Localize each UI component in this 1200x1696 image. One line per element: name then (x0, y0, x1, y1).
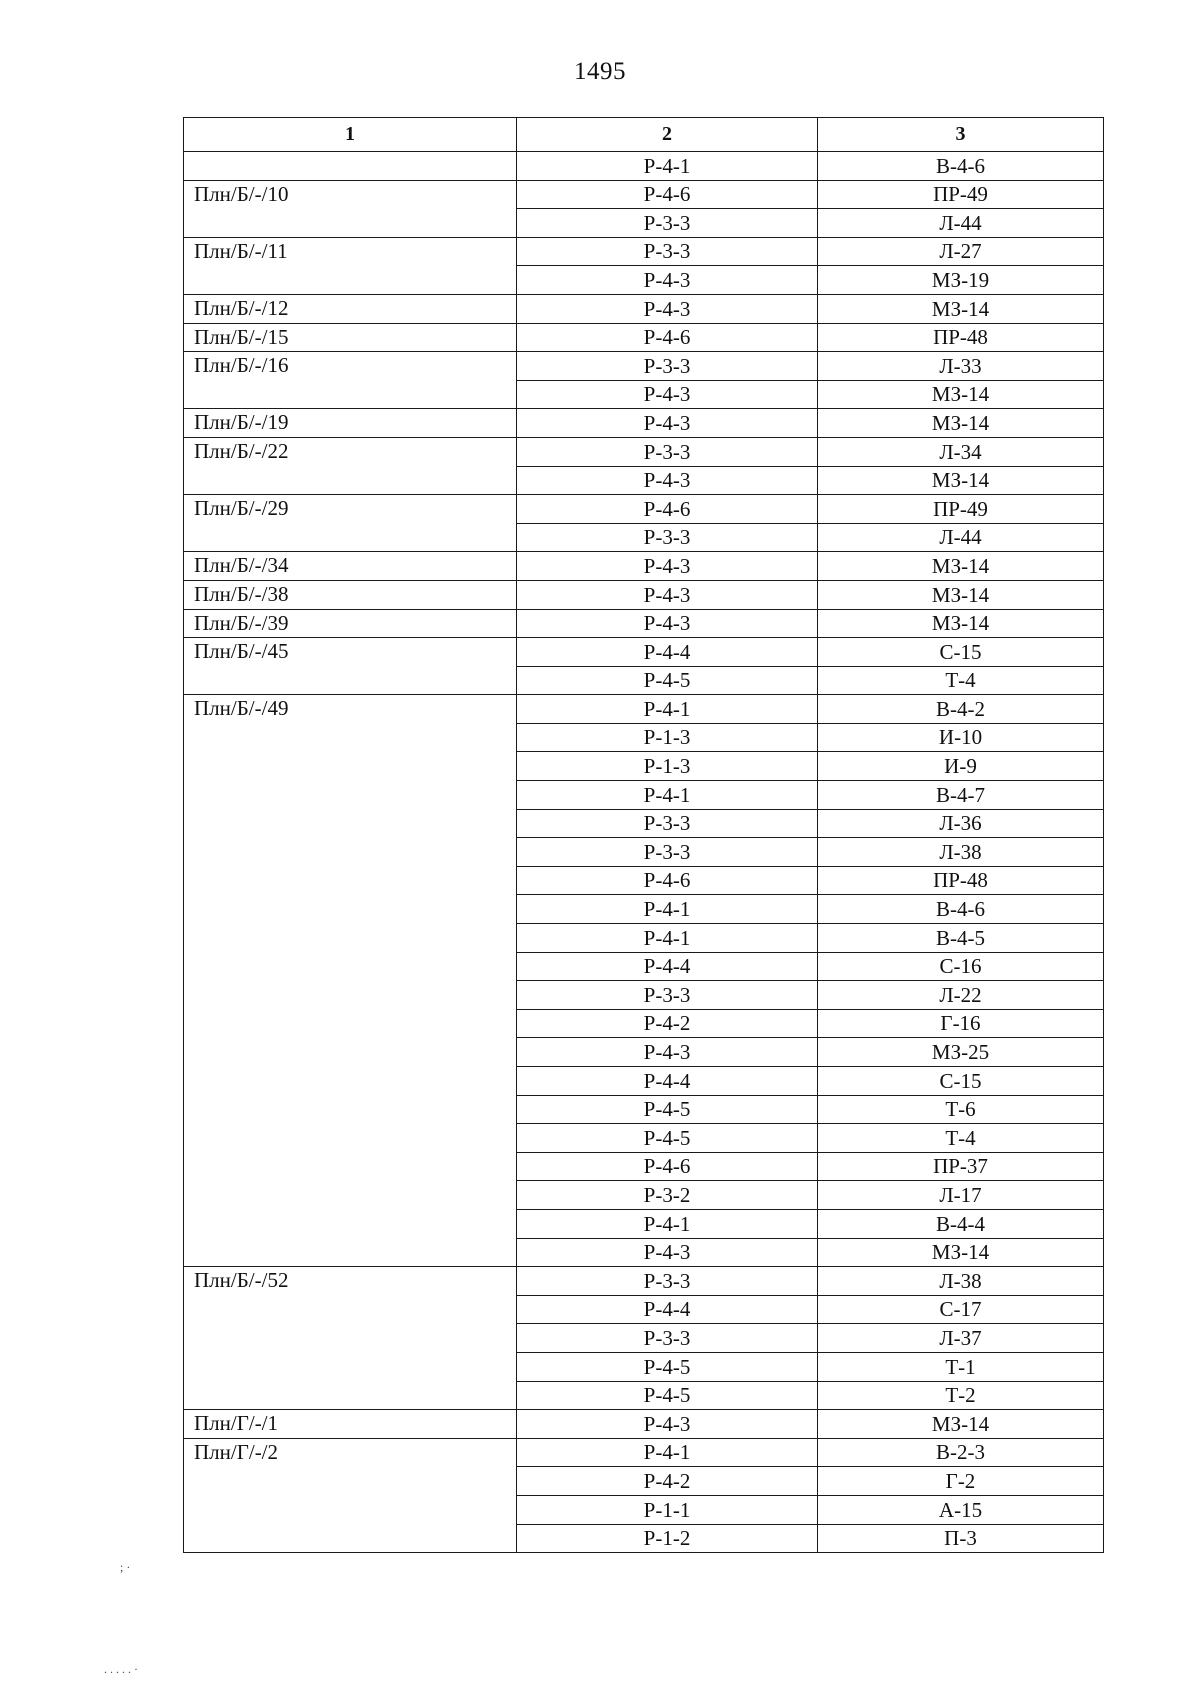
code-cell: Р-4-1 (517, 1209, 818, 1238)
table-row (184, 1410, 1104, 1439)
code-cell: Р-3-2 (517, 1181, 818, 1210)
value-cell: МЗ-14 (818, 380, 1104, 409)
code-cell: Р-3-3 (517, 809, 818, 838)
scan-speck: ; · (120, 1560, 131, 1574)
value-cell: В-2-3 (818, 1438, 1104, 1467)
value-cell: Т-4 (818, 666, 1104, 695)
code-cell: Р-1-3 (517, 752, 818, 781)
code-cell: Р-1-1 (517, 1495, 818, 1524)
value-cell: МЗ-14 (818, 1410, 1104, 1439)
code-cell: Р-4-3 (517, 409, 818, 438)
code-cell: Р-3-3 (517, 437, 818, 466)
column-header-3: 3 (818, 118, 1104, 152)
group-label-cell: Плн/Б/-/22 (184, 437, 517, 494)
code-cell: Р-4-4 (517, 1295, 818, 1324)
value-cell: В-4-6 (818, 152, 1104, 181)
value-cell: МЗ-14 (818, 552, 1104, 581)
value-cell: МЗ-14 (818, 580, 1104, 609)
code-cell: Р-4-3 (517, 1238, 818, 1267)
code-cell: Р-1-3 (517, 723, 818, 752)
code-cell: Р-4-3 (517, 1038, 818, 1067)
value-cell: ПР-48 (818, 323, 1104, 352)
value-cell: ПР-49 (818, 180, 1104, 209)
code-cell: Р-3-3 (517, 838, 818, 867)
code-cell: Р-4-3 (517, 466, 818, 495)
table-row (184, 437, 1104, 466)
value-cell: В-4-4 (818, 1209, 1104, 1238)
value-cell: Т-1 (818, 1352, 1104, 1381)
group-label-cell: Плн/Б/-/52 (184, 1267, 517, 1410)
group-label-cell: Плн/Б/-/49 (184, 695, 517, 1267)
value-cell: Л-44 (818, 523, 1104, 552)
code-cell: Р-4-3 (517, 1410, 818, 1439)
group-label-cell: Плн/Г/-/2 (184, 1438, 517, 1552)
table-row (184, 552, 1104, 581)
value-cell: А-15 (818, 1495, 1104, 1524)
code-cell: Р-4-5 (517, 1095, 818, 1124)
code-cell: Р-4-1 (517, 924, 818, 953)
table-row (184, 495, 1104, 524)
value-cell: Л-38 (818, 838, 1104, 867)
value-cell: МЗ-14 (818, 1238, 1104, 1267)
value-cell: ПР-49 (818, 495, 1104, 524)
value-cell: Л-38 (818, 1267, 1104, 1296)
code-cell: Р-4-6 (517, 1152, 818, 1181)
group-label-cell: Плн/Б/-/10 (184, 180, 517, 237)
code-cell: Р-4-1 (517, 152, 818, 181)
table-row (184, 352, 1104, 381)
value-cell: С-17 (818, 1295, 1104, 1324)
code-cell: Р-3-3 (517, 209, 818, 238)
column-header-1: 1 (184, 118, 517, 152)
code-cell: Р-4-6 (517, 495, 818, 524)
value-cell: В-4-6 (818, 895, 1104, 924)
value-cell: Г-16 (818, 1009, 1104, 1038)
code-cell: Р-4-1 (517, 895, 818, 924)
code-cell: Р-4-1 (517, 781, 818, 810)
code-cell: Р-4-4 (517, 638, 818, 667)
code-cell: Р-4-2 (517, 1467, 818, 1496)
group-label-cell: Плн/Б/-/15 (184, 323, 517, 352)
table-row (184, 580, 1104, 609)
value-cell: Л-17 (818, 1181, 1104, 1210)
code-cell: Р-3-3 (517, 1267, 818, 1296)
code-cell: Р-4-2 (517, 1009, 818, 1038)
value-cell: С-15 (818, 1067, 1104, 1096)
group-label-cell: Плн/Б/-/38 (184, 580, 517, 609)
code-cell: Р-4-5 (517, 1124, 818, 1153)
code-cell: Р-4-3 (517, 294, 818, 323)
group-label-cell: Плн/Б/-/19 (184, 409, 517, 438)
value-cell: Т-2 (818, 1381, 1104, 1410)
code-cell: Р-3-3 (517, 237, 818, 266)
value-cell: ПР-37 (818, 1152, 1104, 1181)
table-row (184, 1438, 1104, 1467)
code-cell: Р-3-3 (517, 1324, 818, 1353)
code-cell: Р-4-3 (517, 380, 818, 409)
table-row (184, 609, 1104, 638)
value-cell: Т-6 (818, 1095, 1104, 1124)
value-cell: Л-34 (818, 437, 1104, 466)
code-cell: Р-1-2 (517, 1524, 818, 1553)
table-row (184, 695, 1104, 724)
value-cell: С-16 (818, 952, 1104, 981)
value-cell: В-4-5 (818, 924, 1104, 953)
value-cell: Л-37 (818, 1324, 1104, 1353)
code-cell: Р-4-6 (517, 866, 818, 895)
group-label-cell: Плн/Г/-/1 (184, 1410, 517, 1439)
code-cell: Р-3-3 (517, 981, 818, 1010)
table-row (184, 294, 1104, 323)
code-cell: Р-4-1 (517, 1438, 818, 1467)
code-cell: Р-3-3 (517, 523, 818, 552)
value-cell: МЗ-14 (818, 294, 1104, 323)
code-cell: Р-4-3 (517, 266, 818, 295)
value-cell: МЗ-25 (818, 1038, 1104, 1067)
table-row (184, 237, 1104, 266)
table-row (184, 180, 1104, 209)
code-cell: Р-4-3 (517, 552, 818, 581)
table-row (184, 323, 1104, 352)
scan-speck: . . . . . · (104, 1662, 138, 1676)
code-cell: Р-4-3 (517, 580, 818, 609)
value-cell: П-3 (818, 1524, 1104, 1553)
value-cell: И-9 (818, 752, 1104, 781)
table-row (184, 409, 1104, 438)
value-cell: Л-22 (818, 981, 1104, 1010)
code-cell: Р-4-5 (517, 1381, 818, 1410)
column-header-2: 2 (517, 118, 818, 152)
table-row (184, 152, 1104, 181)
group-label-cell: Плн/Б/-/34 (184, 552, 517, 581)
value-cell: МЗ-14 (818, 609, 1104, 638)
table-body (184, 152, 1104, 1553)
value-cell: В-4-7 (818, 781, 1104, 810)
value-cell: В-4-2 (818, 695, 1104, 724)
value-cell: Л-44 (818, 209, 1104, 238)
table-header-row (184, 118, 1104, 152)
code-cell: Р-3-3 (517, 352, 818, 381)
value-cell: МЗ-14 (818, 466, 1104, 495)
code-cell: Р-4-5 (517, 1352, 818, 1381)
value-cell: Т-4 (818, 1124, 1104, 1153)
code-cell: Р-4-1 (517, 695, 818, 724)
value-cell: Г-2 (818, 1467, 1104, 1496)
group-label-cell: Плн/Б/-/16 (184, 352, 517, 409)
value-cell: МЗ-14 (818, 409, 1104, 438)
group-label-cell: Плн/Б/-/11 (184, 237, 517, 294)
table-row (184, 638, 1104, 667)
value-cell: И-10 (818, 723, 1104, 752)
group-label-cell: Плн/Б/-/39 (184, 609, 517, 638)
code-cell: Р-4-4 (517, 1067, 818, 1096)
value-cell: ПР-48 (818, 866, 1104, 895)
value-cell: МЗ-19 (818, 266, 1104, 295)
data-table (183, 117, 1104, 1553)
page-number: 1495 (574, 58, 626, 85)
code-cell: Р-4-6 (517, 323, 818, 352)
code-cell: Р-4-3 (517, 609, 818, 638)
table-row (184, 1267, 1104, 1296)
code-cell: Р-4-4 (517, 952, 818, 981)
value-cell: Л-33 (818, 352, 1104, 381)
code-cell: Р-4-6 (517, 180, 818, 209)
value-cell: Л-27 (818, 237, 1104, 266)
value-cell: С-15 (818, 638, 1104, 667)
group-label-cell: Плн/Б/-/12 (184, 294, 517, 323)
group-label-cell (184, 152, 517, 181)
code-cell: Р-4-5 (517, 666, 818, 695)
group-label-cell: Плн/Б/-/45 (184, 638, 517, 695)
value-cell: Л-36 (818, 809, 1104, 838)
group-label-cell: Плн/Б/-/29 (184, 495, 517, 552)
